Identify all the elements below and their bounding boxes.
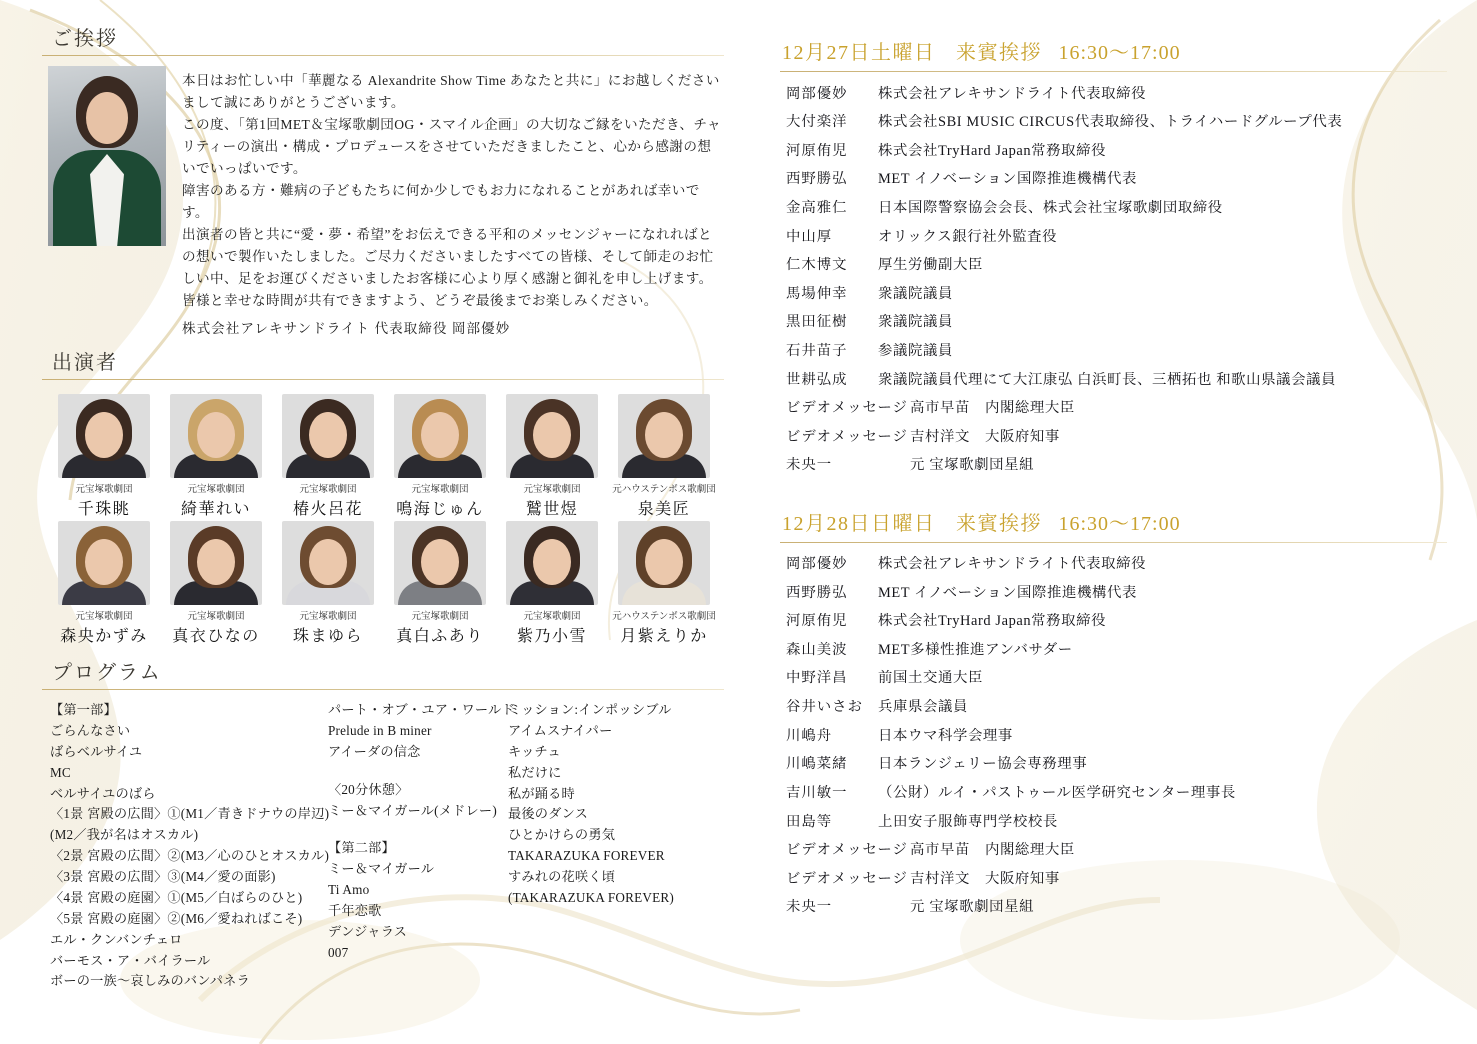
greeting-paragraph: 障害のある方・難病の子どもたちに何か少しでもお力になれることがあれば幸いです。 bbox=[182, 183, 700, 221]
performer-card bbox=[498, 521, 606, 646]
guest-title: 元 宝塚歌劇団星組 bbox=[910, 899, 1035, 916]
guest-title: 株式会社SBI MUSIC CIRCUS代表取締役、トライハードグループ代表 bbox=[878, 114, 1343, 131]
program-column-2 bbox=[328, 700, 515, 992]
program-item: 最後のダンス bbox=[508, 806, 589, 822]
guest-row bbox=[786, 166, 1447, 195]
program-item: バーモス・ア・バイラール bbox=[50, 952, 211, 968]
guest-list-dec28 bbox=[780, 551, 1447, 923]
performer-card bbox=[610, 521, 718, 646]
guest-name: 河原侑児 bbox=[786, 613, 848, 630]
program-item: Prelude in B miner bbox=[328, 723, 432, 739]
guest-name: 金高雅仁 bbox=[786, 199, 848, 216]
guest-title: 参議院議員 bbox=[878, 342, 953, 359]
greeting-paragraph: 出演者の皆と共に“愛・夢・希望”をお伝えできる平和のメッセンジャーになれればとの想いで製作いたしました。ご尽力くださいましたすべての皆様、そして師走のお忙しい中、足をお運びくださいましたお客様に心より厚く感謝と御礼を申し上げます。 bbox=[182, 227, 714, 287]
guest-title: 衆議院議員 bbox=[878, 285, 953, 302]
guest-name: 中山厚 bbox=[786, 228, 833, 245]
performer-photo bbox=[506, 521, 598, 605]
performer-troupe: 元宝塚歌劇団 bbox=[187, 485, 245, 496]
performer-name: 千珠眺 bbox=[77, 501, 131, 519]
program-item: エル・クンバンチェロ bbox=[50, 931, 183, 947]
guest-name: 田島等 bbox=[786, 813, 833, 830]
guest-name: 大付楽洋 bbox=[786, 114, 848, 131]
performer-photo bbox=[170, 521, 262, 605]
program-item: デンジャラス bbox=[328, 923, 408, 939]
guest-title: 株式会社アレキサンドライト代表取締役 bbox=[878, 85, 1147, 102]
program-item: 私だけに bbox=[508, 764, 562, 780]
guest-name: 川嶋舟 bbox=[786, 727, 833, 744]
performer-troupe: 元宝塚歌劇団 bbox=[75, 485, 133, 496]
guest-title: 吉村洋文 大阪府知事 bbox=[910, 870, 1060, 887]
right-column bbox=[740, 0, 1477, 1044]
guest-section-date: 12月27日土曜日 bbox=[782, 42, 936, 64]
performer-card bbox=[162, 394, 270, 519]
guest-name: 西野勝弘 bbox=[786, 584, 848, 601]
guest-section-heading bbox=[782, 507, 1447, 536]
program-item: Ti Amo bbox=[328, 882, 370, 898]
guest-title: 前国土交通大臣 bbox=[878, 670, 983, 687]
guest-title: MET イノベーション国際推進機構代表 bbox=[878, 171, 1137, 188]
performer-troupe: 元宝塚歌劇団 bbox=[523, 485, 581, 496]
guest-row bbox=[786, 137, 1447, 166]
guest-name: 岡部優妙 bbox=[786, 556, 848, 573]
performer-card bbox=[386, 521, 494, 646]
guest-row bbox=[786, 395, 1447, 424]
guest-name: 岡部優妙 bbox=[786, 85, 848, 102]
guest-title: 衆議院議員 bbox=[878, 314, 953, 331]
program-item: ボーの一族〜哀しみのバンパネラ bbox=[50, 973, 250, 989]
performer-photo bbox=[394, 521, 486, 605]
greeting-signature: 株式会社アレキサンドライト 代表取締役 岡部優妙 bbox=[182, 321, 511, 337]
guest-row bbox=[786, 837, 1447, 866]
guest-name: 未央一 bbox=[786, 899, 833, 916]
guest-name: 森山美波 bbox=[786, 641, 848, 658]
guest-row bbox=[786, 722, 1447, 751]
guest-name: ビデオメッセージ bbox=[786, 400, 908, 417]
guest-row bbox=[786, 309, 1447, 338]
guest-name: 未央一 bbox=[786, 457, 833, 474]
guest-row bbox=[786, 423, 1447, 452]
performer-card bbox=[610, 394, 718, 519]
guest-row bbox=[786, 894, 1447, 923]
performer-photo bbox=[506, 394, 598, 478]
performer-troupe: 元宝塚歌劇団 bbox=[75, 612, 133, 623]
performer-photo bbox=[58, 394, 150, 478]
program-divider bbox=[42, 689, 724, 690]
guest-name: 川嶋菜緒 bbox=[786, 756, 848, 773]
performer-troupe: 元ハウステンボス歌劇団 bbox=[612, 485, 716, 496]
performer-card bbox=[386, 394, 494, 519]
performer-photo bbox=[618, 521, 710, 605]
guest-title: 厚生労働副大臣 bbox=[878, 257, 983, 274]
guest-title: 株式会社アレキサンドライト代表取締役 bbox=[878, 556, 1147, 573]
program-item: 〈2景 宮殿の広間〉②(M3／心のひとオスカル) bbox=[50, 848, 330, 864]
guest-row bbox=[786, 109, 1447, 138]
program-item: 千年恋歌 bbox=[328, 903, 382, 919]
program-item: ミー＆マイガール bbox=[328, 861, 435, 877]
performer-troupe: 元宝塚歌劇団 bbox=[411, 485, 469, 496]
performer-name: 珠まゆら bbox=[292, 628, 363, 646]
guest-title: 吉村洋文 大阪府知事 bbox=[910, 428, 1060, 445]
greeting-paragraph: 皆様と幸せな時間が共有できますよう、どうぞ最後までお楽しみください。 bbox=[182, 293, 658, 309]
performer-troupe: 元宝塚歌劇団 bbox=[299, 485, 357, 496]
guest-row bbox=[786, 808, 1447, 837]
program-heading: プログラム bbox=[52, 662, 162, 685]
program-item: アイーダの信念 bbox=[328, 743, 421, 759]
program-item: 〈1景 宮殿の広間〉①(M1／青きドナウの岸辺) bbox=[50, 806, 330, 822]
guest-section-label: 来賓挨拶 bbox=[956, 42, 1042, 64]
guest-section-dec28 bbox=[780, 507, 1447, 923]
guest-row bbox=[786, 865, 1447, 894]
guest-name: 河原侑児 bbox=[786, 142, 848, 159]
program-item: ばらベルサイユ bbox=[50, 743, 143, 759]
program-item: ひとかけらの勇気 bbox=[508, 827, 616, 843]
guest-name: 馬場伸幸 bbox=[786, 285, 848, 302]
performer-photo bbox=[394, 394, 486, 478]
guest-name: ビデオメッセージ bbox=[786, 842, 908, 859]
performers-section bbox=[42, 346, 724, 646]
guest-title: 日本国際警察協会会長、株式会社宝塚歌劇団取締役 bbox=[878, 199, 1223, 216]
performer-name: 月紫えりか bbox=[620, 628, 708, 646]
guest-list-dec27 bbox=[780, 80, 1447, 481]
greeting-text bbox=[182, 66, 724, 340]
guest-name: ビデオメッセージ bbox=[786, 428, 908, 445]
guest-divider bbox=[780, 542, 1447, 543]
program-item: TAKARAZUKA FOREVER bbox=[508, 848, 665, 864]
guest-title: （公財）ルイ・パストゥール医学研究センター理事長 bbox=[878, 784, 1236, 801]
guest-row bbox=[786, 223, 1447, 252]
guest-row bbox=[786, 337, 1447, 366]
guest-row bbox=[786, 665, 1447, 694]
program-item: キッチュ bbox=[508, 743, 561, 759]
greeting-section bbox=[42, 22, 724, 340]
guest-name: 石井苗子 bbox=[786, 342, 848, 359]
performer-card bbox=[162, 521, 270, 646]
program-item: すみれの花咲く頃 bbox=[508, 869, 616, 885]
program-item: ミー＆マイガール(メドレー) bbox=[328, 802, 497, 818]
guest-row bbox=[786, 608, 1447, 637]
guest-title: MET多様性推進アンバサダー bbox=[878, 641, 1073, 658]
guest-divider bbox=[780, 71, 1447, 72]
guest-row bbox=[786, 80, 1447, 109]
performer-name: 綺華れい bbox=[180, 501, 251, 519]
program-columns bbox=[42, 700, 724, 992]
program-section bbox=[42, 656, 724, 992]
guest-section-heading bbox=[782, 36, 1447, 65]
performer-photo bbox=[282, 521, 374, 605]
greeting-divider bbox=[42, 55, 724, 56]
guest-title: 株式会社TryHard Japan常務取締役 bbox=[878, 142, 1107, 159]
greeting-portrait bbox=[48, 66, 166, 246]
guest-section-dec27 bbox=[780, 36, 1447, 481]
guest-title: 高市早苗 内閣総理大臣 bbox=[910, 842, 1075, 859]
guest-name: 世耕弘成 bbox=[786, 371, 848, 388]
program-item: ベルサイユのばら bbox=[50, 785, 156, 801]
program-item: (TAKARAZUKA FOREVER) bbox=[508, 889, 674, 905]
guest-row bbox=[786, 694, 1447, 723]
greeting-heading: ご挨拶 bbox=[52, 28, 118, 50]
guest-title: 元 宝塚歌劇団星組 bbox=[910, 457, 1035, 474]
performer-name: 森央かずみ bbox=[60, 628, 148, 646]
guest-name: 西野勝弘 bbox=[786, 171, 848, 188]
guest-row bbox=[786, 452, 1447, 481]
program-item: ミッション:インポッシブル bbox=[508, 702, 672, 718]
program-item: 〈3景 宮殿の広間〉③(M4／愛の面影) bbox=[50, 869, 276, 885]
performer-card bbox=[50, 521, 158, 646]
performer-card bbox=[274, 394, 382, 519]
performer-card bbox=[274, 521, 382, 646]
guest-title: 株式会社TryHard Japan常務取締役 bbox=[878, 613, 1107, 630]
performer-troupe: 元宝塚歌劇団 bbox=[523, 612, 581, 623]
performer-troupe: 元宝塚歌劇団 bbox=[299, 612, 357, 623]
guest-row bbox=[786, 252, 1447, 281]
program-item: ごらんなさい bbox=[50, 723, 131, 739]
performer-name: 泉美匠 bbox=[637, 501, 691, 519]
performers-heading: 出演者 bbox=[52, 352, 118, 375]
performer-troupe: 元宝塚歌劇団 bbox=[411, 612, 469, 623]
program-column-1 bbox=[50, 700, 328, 992]
performer-photo bbox=[58, 521, 150, 605]
guest-title: 日本ウマ科学会理事 bbox=[878, 727, 1013, 744]
program-item: アイムスナイパー bbox=[508, 723, 613, 739]
program-item: MC bbox=[50, 764, 71, 780]
performer-troupe: 元宝塚歌劇団 bbox=[187, 612, 245, 623]
performer-photo bbox=[282, 394, 374, 478]
guest-row bbox=[786, 636, 1447, 665]
performer-name: 鷲世煜 bbox=[525, 501, 579, 519]
performer-name: 真衣ひなの bbox=[172, 628, 260, 646]
guest-title: 高市早苗 内閣総理大臣 bbox=[910, 400, 1075, 417]
guest-title: 日本ランジェリー協会専務理事 bbox=[878, 756, 1088, 773]
program-item: パート・オブ・ユア・ワールド bbox=[328, 702, 515, 718]
performer-photo bbox=[170, 394, 262, 478]
performer-name: 椿火呂花 bbox=[292, 501, 363, 519]
guest-title: 上田安子服飾専門学校校長 bbox=[878, 813, 1058, 830]
program-item: 【第二部】 bbox=[328, 840, 395, 856]
program-item: 〈20分休憩〉 bbox=[328, 781, 409, 797]
guest-row bbox=[786, 366, 1447, 395]
guest-section-time: 16:30〜17:00 bbox=[1058, 42, 1181, 64]
program-item: (M2／我が名はオスカル) bbox=[50, 827, 199, 843]
program-item: 〈4景 宮殿の庭園〉①(M5／白ばらのひと) bbox=[50, 889, 303, 905]
performer-photo bbox=[618, 394, 710, 478]
program-item: 007 bbox=[328, 944, 349, 960]
guest-name: 中野洋昌 bbox=[786, 670, 848, 687]
performers-divider bbox=[42, 379, 724, 380]
guest-row bbox=[786, 280, 1447, 309]
guest-name: 谷井いさお bbox=[786, 699, 863, 716]
greeting-paragraph: この度、「第1回MET＆宝塚歌劇団OG・スマイル企画」の大切なご縁をいただき、チャリティーの演出・構成・プロデュースをさせていただきましたこと、心から感謝の想いでいっぱいです。 bbox=[182, 117, 722, 177]
guest-section-label: 来賓挨拶 bbox=[956, 512, 1042, 535]
performer-name: 鳴海じゅん bbox=[396, 501, 484, 519]
guest-row bbox=[786, 751, 1447, 780]
performer-name: 真白ふあり bbox=[396, 628, 484, 646]
greeting-paragraph: 本日はお忙しい中「華麗なる Alexandrite Show Time あなたと共に」にお越しくださいまして誠にありがとうございます。 bbox=[182, 73, 720, 111]
guest-name: 黒田征樹 bbox=[786, 314, 848, 331]
guest-row bbox=[786, 579, 1447, 608]
performers-grid bbox=[42, 390, 724, 646]
program-column-3 bbox=[508, 700, 724, 992]
guest-name: 仁木博文 bbox=[786, 257, 848, 274]
program-item: 〈5景 宮殿の庭園〉②(M6／愛ねればこそ) bbox=[50, 910, 303, 926]
guest-title: 兵庫県会議員 bbox=[878, 699, 968, 716]
guest-row bbox=[786, 551, 1447, 580]
guest-row bbox=[786, 194, 1447, 223]
guest-title: オリックス銀行社外監査役 bbox=[878, 228, 1058, 245]
guest-name: ビデオメッセージ bbox=[786, 870, 908, 887]
guest-name: 吉川敏一 bbox=[786, 784, 848, 801]
performer-name: 紫乃小雪 bbox=[516, 628, 587, 646]
performer-card bbox=[50, 394, 158, 519]
guest-row bbox=[786, 779, 1447, 808]
program-item: 【第一部】 bbox=[50, 702, 117, 718]
performer-card bbox=[498, 394, 606, 519]
guest-title: MET イノベーション国際推進機構代表 bbox=[878, 584, 1137, 601]
guest-section-time: 16:30〜17:00 bbox=[1058, 512, 1181, 535]
guest-title: 衆議院議員代理にて大江康弘 白浜町長、三栖拓也 和歌山県議会議員 bbox=[878, 371, 1337, 388]
performer-troupe: 元ハウステンボス歌劇団 bbox=[612, 612, 716, 623]
program-item: 私が踊る時 bbox=[508, 785, 575, 801]
guest-section-date: 12月28日日曜日 bbox=[782, 512, 936, 535]
